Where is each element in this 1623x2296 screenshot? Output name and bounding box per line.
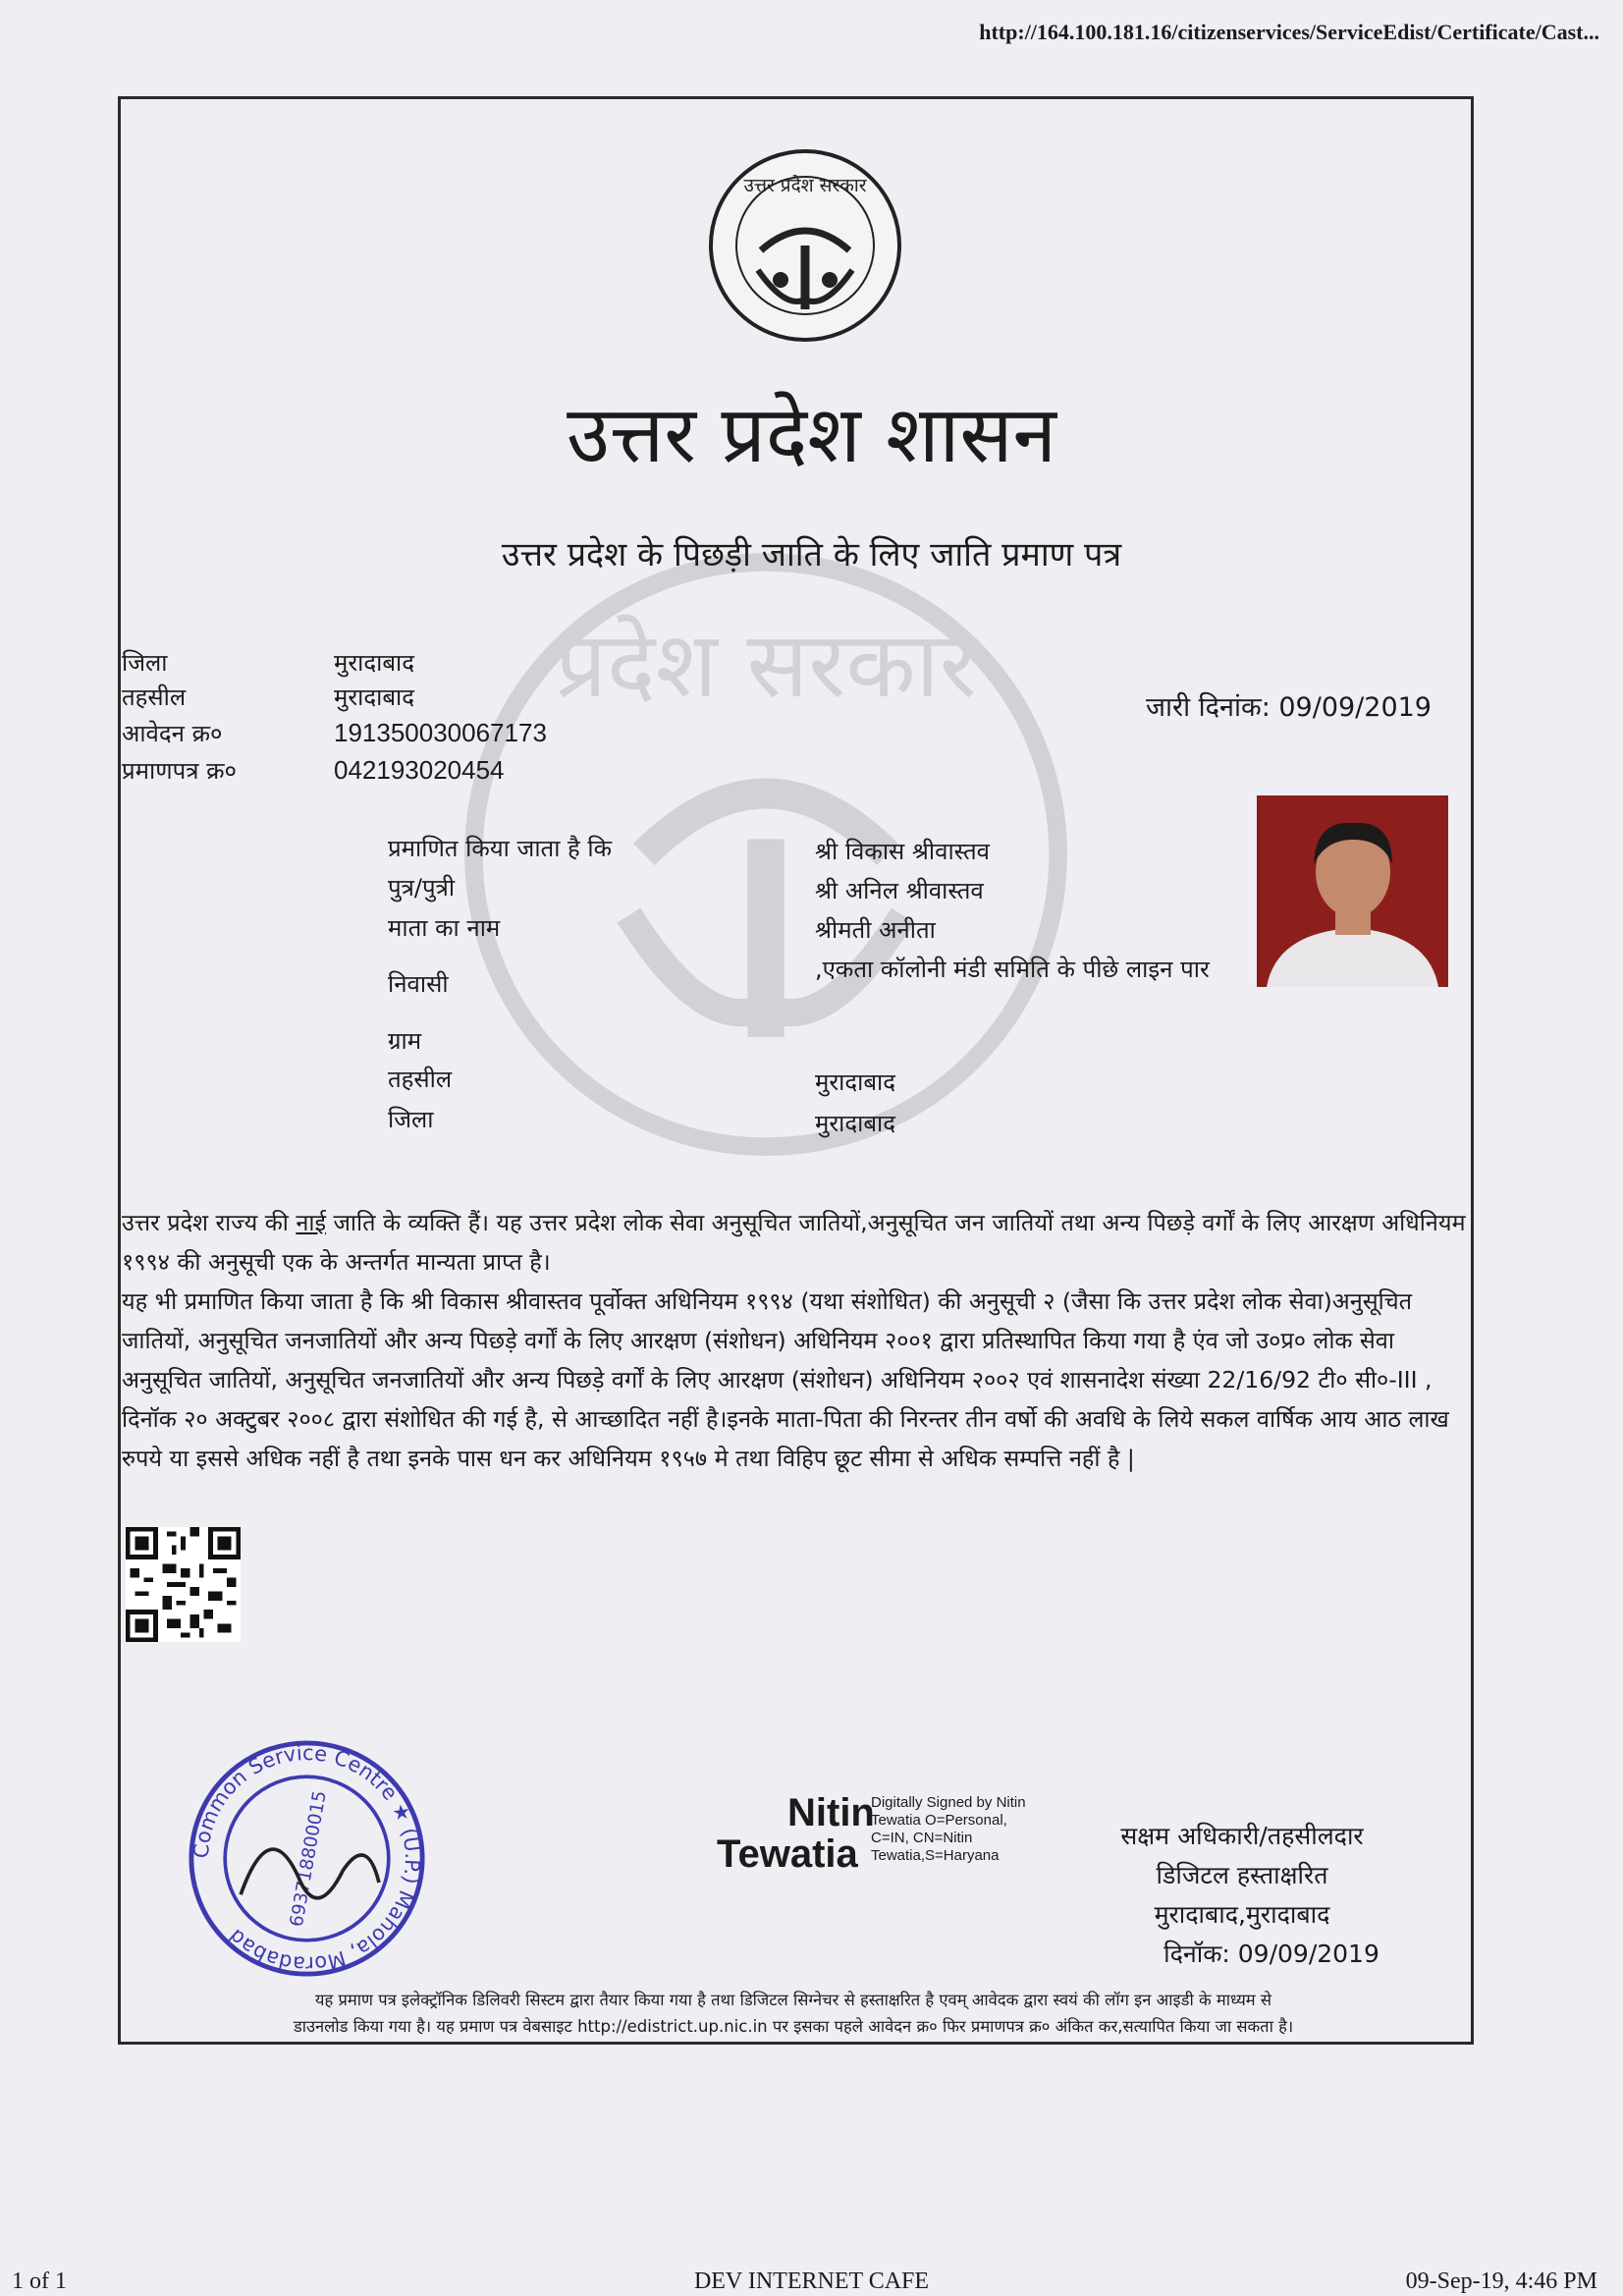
page-title: उत्तर प्रदेश शासन [567,389,1056,480]
signing-authority [1065,1817,1419,1974]
body-p1-start: उत्तर प्रदेश राज्य की [122,1209,297,1236]
signature-note-line: Tewatia O=Personal, [871,1812,1007,1829]
application-label: आवेदन क्र० [122,720,223,747]
son-label: पुत्र/पुत्री [388,874,456,902]
up-government-emblem [707,147,903,344]
seal-text: Common Service Centre ★ (U.P.) Mahola, Moradabad [189,1740,425,1977]
certified-label: प्रमाणित किया जाता है कि [388,835,613,862]
certificate-body [122,1203,1467,1478]
caste-name: नाई [296,1209,327,1236]
body-paragraph-1 [122,1203,1467,1282]
applicant-photo [1257,795,1448,987]
detail-tehsil-label: तहसील [388,1066,453,1093]
certificate-subtitle: उत्तर प्रदेश के पिछड़ी जाति के लिए जाति प्रमाण पत्र [501,535,1122,574]
mother-label: माता का नाम [388,914,501,942]
issue-date: जारी दिनांक: 09/09/2019 [1146,692,1432,723]
footnote-line-2: डाउनलोड किया गया है। यह प्रमाण पत्र वेबसाइट http://edistrict.up.nic.in पर इसका पहले आवेदन क्र० फिर प्रमाणपत्र क्र० अंकित कर,सत्यापित किया जा सकता है। [293,2017,1294,2036]
body-p1-end: जाति के व्यक्ति हैं। यह उत्तर प्रदेश लोक सेवा अनुसूचित जातियों,अनुसूचित जन जातियों तथा अन्य पिछड़े वर्गों के लिए आरक्षण अधिनियम १९९४ की अनुसूची एक के अन्तर्गत मान्यता प्राप्त है। [122,1209,1466,1276]
body-paragraph-2: यह भी प्रमाणित किया जाता है कि श्री विकास श्रीवास्तव पूर्वोक्त अधिनियम १९९४ (यथा संशोधित) की अनुसूची २ (जैसा कि उत्तर प्रदेश लोक सेवा)अनुसूचित जातियों, अनुसूचित जनजातियों और अन्य पिछड़े वर्गों के लिए आरक्षण (संशोधन) अधिनियम २००१ द्वारा प्रतिस्थापित किया गया है एंव जो उ०प्र० लोक सेवा अनुसूचित जातियों, अनुसूचित जनजातियों और अन्य पिछड़े वर्गों के लिए आरक्षण (संशोधन) अधिनियम २००२ एवं शासनादेश संख्या 22/16/92 टी० सी०-III , दिनॉक २० अक्टुबर २००८ द्वारा संशोधित की गई है, से आच्छादित नहीं है।इनके माता-पिता की निरन्तर तीन वर्षो की अवधि के लिये सकल वार्षिक आय आठ लाख रुपये या इससे अधिक नहीं है तथा इनके पास धन कर अधिनियम १९५७ मे तथा विहिप छूट सीमा से अधिक सम्पत्ति नहीं है | [122,1287,1449,1472]
signature-note-line: Tewatia,S=Haryana [871,1847,1000,1864]
village-label: ग्राम [388,1027,422,1055]
signer-last-name: Tewatia [717,1832,858,1876]
authority-location: मुरादाबाद,मुरादाबाद [1154,1900,1330,1929]
watermark-text: प्रदेश सरकार [555,611,977,718]
authority-digital: डिजिटल हस्ताक्षरित [1156,1861,1328,1889]
digital-signature-note [871,1794,1026,1865]
detail-district-value: मुरादाबाद [815,1110,896,1137]
mother-name: श्रीमती अनीता [815,916,936,944]
qr-code[interactable] [126,1527,241,1642]
verification-footnote [122,1987,1465,2040]
footnote-line-1: यह प्रमाण पत्र इलेक्ट्रॉनिक डिलिवरी सिस्टम द्वारा तैयार किया गया है तथा डिजिटल सिग्नेचर से हस्ताक्षरित है एवम् आवेदक द्वारा स्वयं की लॉग इन आइडी के माध्यम से [314,1991,1272,2009]
resident-label: निवासी [388,970,449,998]
certificate-label: प्रमाणपत्र क्र० [122,757,237,785]
tehsil-value: मुरादाबाद [334,683,415,711]
service-centre-seal [187,1738,427,1979]
detail-district-label: जिला [388,1106,434,1133]
emblem-text: उत्तर प्रदेश सरकार [743,175,867,196]
signature-date: दिनॉक: 09/09/2019 [1163,1940,1380,1968]
signer-first-name: Nitin [787,1791,875,1834]
district-value: मुरादाबाद [334,649,415,677]
certificate-number: 042193020454 [334,755,505,785]
resident-address: ,एकता कॉलोनी मंडी समिति के पीछे लाइन पार [815,956,1210,983]
seal-code: 693718800015 [286,1788,331,1929]
holder-name: श्री विकास श्रीवास्तव [815,838,991,865]
signature-note-line: Digitally Signed by Nitin [871,1794,1026,1811]
print-datetime: 09-Sep-19, 4:46 PM [1405,2269,1597,2294]
district-label: जिला [122,649,168,677]
authority-title: सक्षम अधिकारी/तहसीलदार [1120,1822,1364,1850]
signature-note-line: C=IN, CN=Nitin [871,1830,973,1846]
print-footer-center: DEV INTERNET CAFE [693,2269,930,2294]
signer-name [717,1792,875,1875]
detail-tehsil-value: मुरादाबाद [815,1068,896,1096]
print-page-number: 1 of 1 [12,2269,67,2294]
browser-url: http://164.100.181.16/citizenservices/ServiceEdist/Certificate/Cast... [979,20,1599,44]
application-number: 191350030067173 [334,718,547,747]
tehsil-label: तहसील [122,683,187,711]
father-name: श्री अनिल श्रीवास्तव [815,877,984,904]
